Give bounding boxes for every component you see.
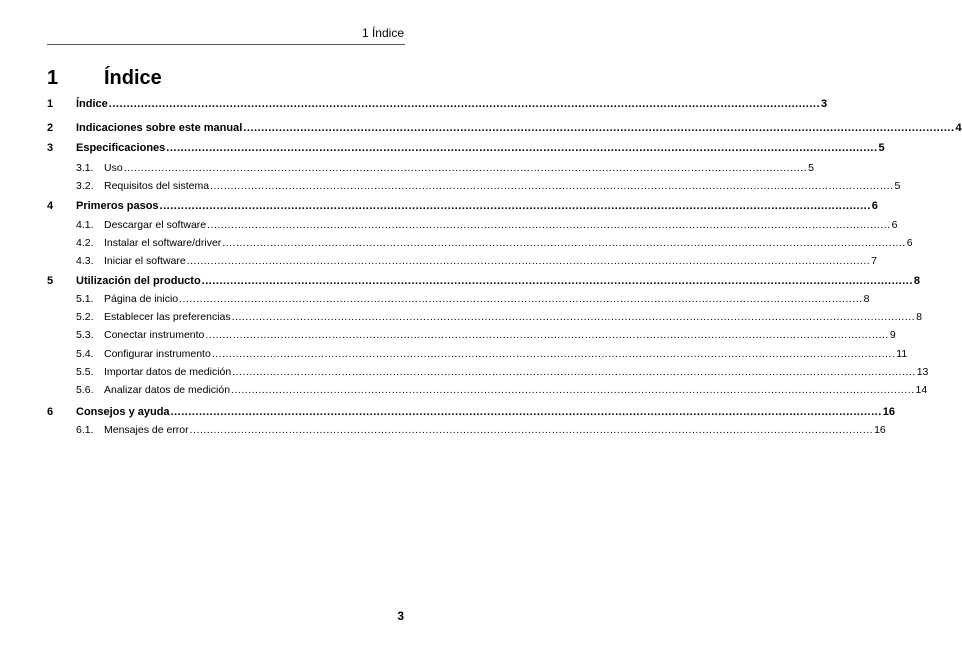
toc-entry-title: Primeros pasos	[76, 200, 159, 212]
toc-entry-title: Índice	[76, 98, 108, 110]
toc-entry-title: Descargar el software	[104, 219, 207, 231]
toc-entry-title: Instalar el software/driver	[104, 237, 222, 249]
toc-entry-page: 4	[955, 122, 962, 134]
toc-entry-page: 11	[896, 348, 908, 360]
toc-dot-leader: ........................................................................................................................................................................................................	[170, 406, 882, 418]
toc-entry[interactable]	[47, 142, 885, 158]
toc-entry-number: 6.1.	[76, 424, 94, 436]
toc-entry[interactable]	[47, 406, 896, 422]
toc-entry-page: 6	[906, 237, 913, 249]
toc-entry-title: Mensajes de error	[104, 424, 189, 436]
toc-entry-number: 2	[47, 122, 54, 134]
toc-dot-leader: ........................................................................................................................................................................................................	[211, 348, 896, 360]
toc-dot-leader: ........................................................................................................................................................................................................	[108, 98, 821, 110]
toc-entry-number: 5.3.	[76, 329, 94, 341]
toc-entry-number: 3.1.	[76, 162, 94, 174]
toc-entry-page: 13	[916, 366, 929, 378]
toc-entry-page: 5	[894, 180, 901, 192]
toc-dot-leader: ........................................................................................................................................................................................................	[166, 142, 878, 154]
toc-dot-leader: ........................................................................................................................................................................................................	[207, 219, 891, 231]
toc-entry-number: 1	[47, 98, 54, 110]
toc-entry-number: 4	[47, 200, 54, 212]
toc-entry-number: 3.2.	[76, 180, 94, 192]
toc-subentry[interactable]	[47, 237, 913, 253]
toc-entry-number: 5.4.	[76, 348, 94, 360]
toc-dot-leader: ........................................................................................................................................................................................................	[210, 180, 894, 192]
toc-entry-page: 7	[871, 255, 877, 267]
toc-entry-title: Uso	[104, 162, 123, 174]
toc-entry-number: 5.5.	[76, 366, 94, 378]
toc-entry-title: Importar datos de medición	[104, 366, 232, 378]
toc-entry-number: 5.2.	[76, 311, 94, 323]
toc-entry-page: 3	[821, 98, 828, 110]
toc-entry[interactable]	[47, 98, 828, 114]
toc-entry-page: 5	[878, 142, 885, 154]
toc-entry-page: 16	[874, 424, 886, 436]
toc-entry-number: 5.1.	[76, 293, 94, 305]
toc-dot-leader: ........................................................................................................................................................................................................	[201, 275, 913, 287]
chapter-number: 1	[47, 67, 59, 89]
toc-dot-leader: ........................................................................................................................................................................................................	[159, 200, 871, 212]
toc-subentry[interactable]	[47, 219, 898, 235]
header-divider	[47, 44, 405, 45]
toc-entry-number: 5.6.	[76, 384, 94, 396]
toc-dot-leader: ........................................................................................................................................................................................................	[231, 384, 915, 396]
toc-entry-page: 6	[871, 200, 878, 212]
toc-dot-leader: ........................................................................................................................................................................................................	[232, 366, 916, 378]
chapter-title: Índice	[104, 67, 162, 89]
toc-dot-leader: ........................................................................................................................................................................................................	[231, 311, 916, 323]
toc-entry-page: 8	[913, 275, 921, 287]
toc-entry-number: 4.1.	[76, 219, 94, 231]
toc-entry-title: Conectar instrumento	[104, 329, 205, 341]
toc-dot-leader: ........................................................................................................................................................................................................	[205, 329, 889, 341]
toc-subentry[interactable]	[47, 366, 929, 382]
toc-entry[interactable]	[47, 275, 921, 291]
toc-entry-title: Configurar instrumento	[104, 348, 211, 360]
toc-entry-title: Establecer las preferencias	[104, 311, 231, 323]
toc-entry-number: 5	[47, 275, 54, 287]
toc-entry-title: Utilización del producto	[76, 275, 201, 287]
toc-entry-title: Analizar datos de medición	[104, 384, 231, 396]
toc-entry-page: 8	[916, 311, 922, 323]
toc-subentry[interactable]	[47, 162, 814, 178]
toc-entry-page: 8	[863, 293, 870, 305]
toc-entry-page: 5	[808, 162, 814, 174]
running-header: 1 Índice	[361, 26, 404, 40]
toc-subentry[interactable]	[47, 255, 877, 271]
toc-entry[interactable]	[47, 122, 962, 138]
toc-subentry[interactable]	[47, 180, 901, 196]
toc-entry-title: Especificaciones	[76, 142, 166, 154]
toc-dot-leader: ........................................................................................................................................................................................................	[189, 424, 874, 436]
toc-entry-page: 16	[882, 406, 896, 418]
toc-subentry[interactable]	[47, 293, 870, 309]
toc-subentry[interactable]	[47, 348, 908, 364]
toc-dot-leader: ........................................................................................................................................................................................................	[179, 293, 863, 305]
toc-subentry[interactable]	[47, 329, 896, 345]
toc-entry-number: 4.3.	[76, 255, 94, 267]
toc-entry-number: 6	[47, 406, 54, 418]
toc-entry-number: 4.2.	[76, 237, 94, 249]
toc-subentry[interactable]	[47, 311, 922, 327]
toc-entry-page: 14	[915, 384, 928, 396]
toc-entry-title: Iniciar el software	[104, 255, 186, 267]
toc-entry-title: Requisitos del sistema	[104, 180, 210, 192]
toc-dot-leader: ........................................................................................................................................................................................................	[243, 122, 955, 134]
toc-entry-title: Indicaciones sobre este manual	[76, 122, 243, 134]
toc-subentry[interactable]	[47, 424, 886, 440]
toc-entry[interactable]	[47, 200, 878, 216]
toc-dot-leader: ........................................................................................................................................................................................................	[222, 237, 906, 249]
page-number: 3	[397, 609, 404, 623]
toc-dot-leader: ........................................................................................................................................................................................................	[123, 162, 808, 174]
toc-entry-page: 6	[891, 219, 898, 231]
toc-entry-title: Consejos y ayuda	[76, 406, 170, 418]
toc-dot-leader: ........................................................................................................................................................................................................	[186, 255, 871, 267]
toc-entry-number: 3	[47, 142, 54, 154]
toc-entry-title: Página de inicio	[104, 293, 179, 305]
toc-entry-page: 9	[889, 329, 896, 341]
toc-subentry[interactable]	[47, 384, 928, 400]
